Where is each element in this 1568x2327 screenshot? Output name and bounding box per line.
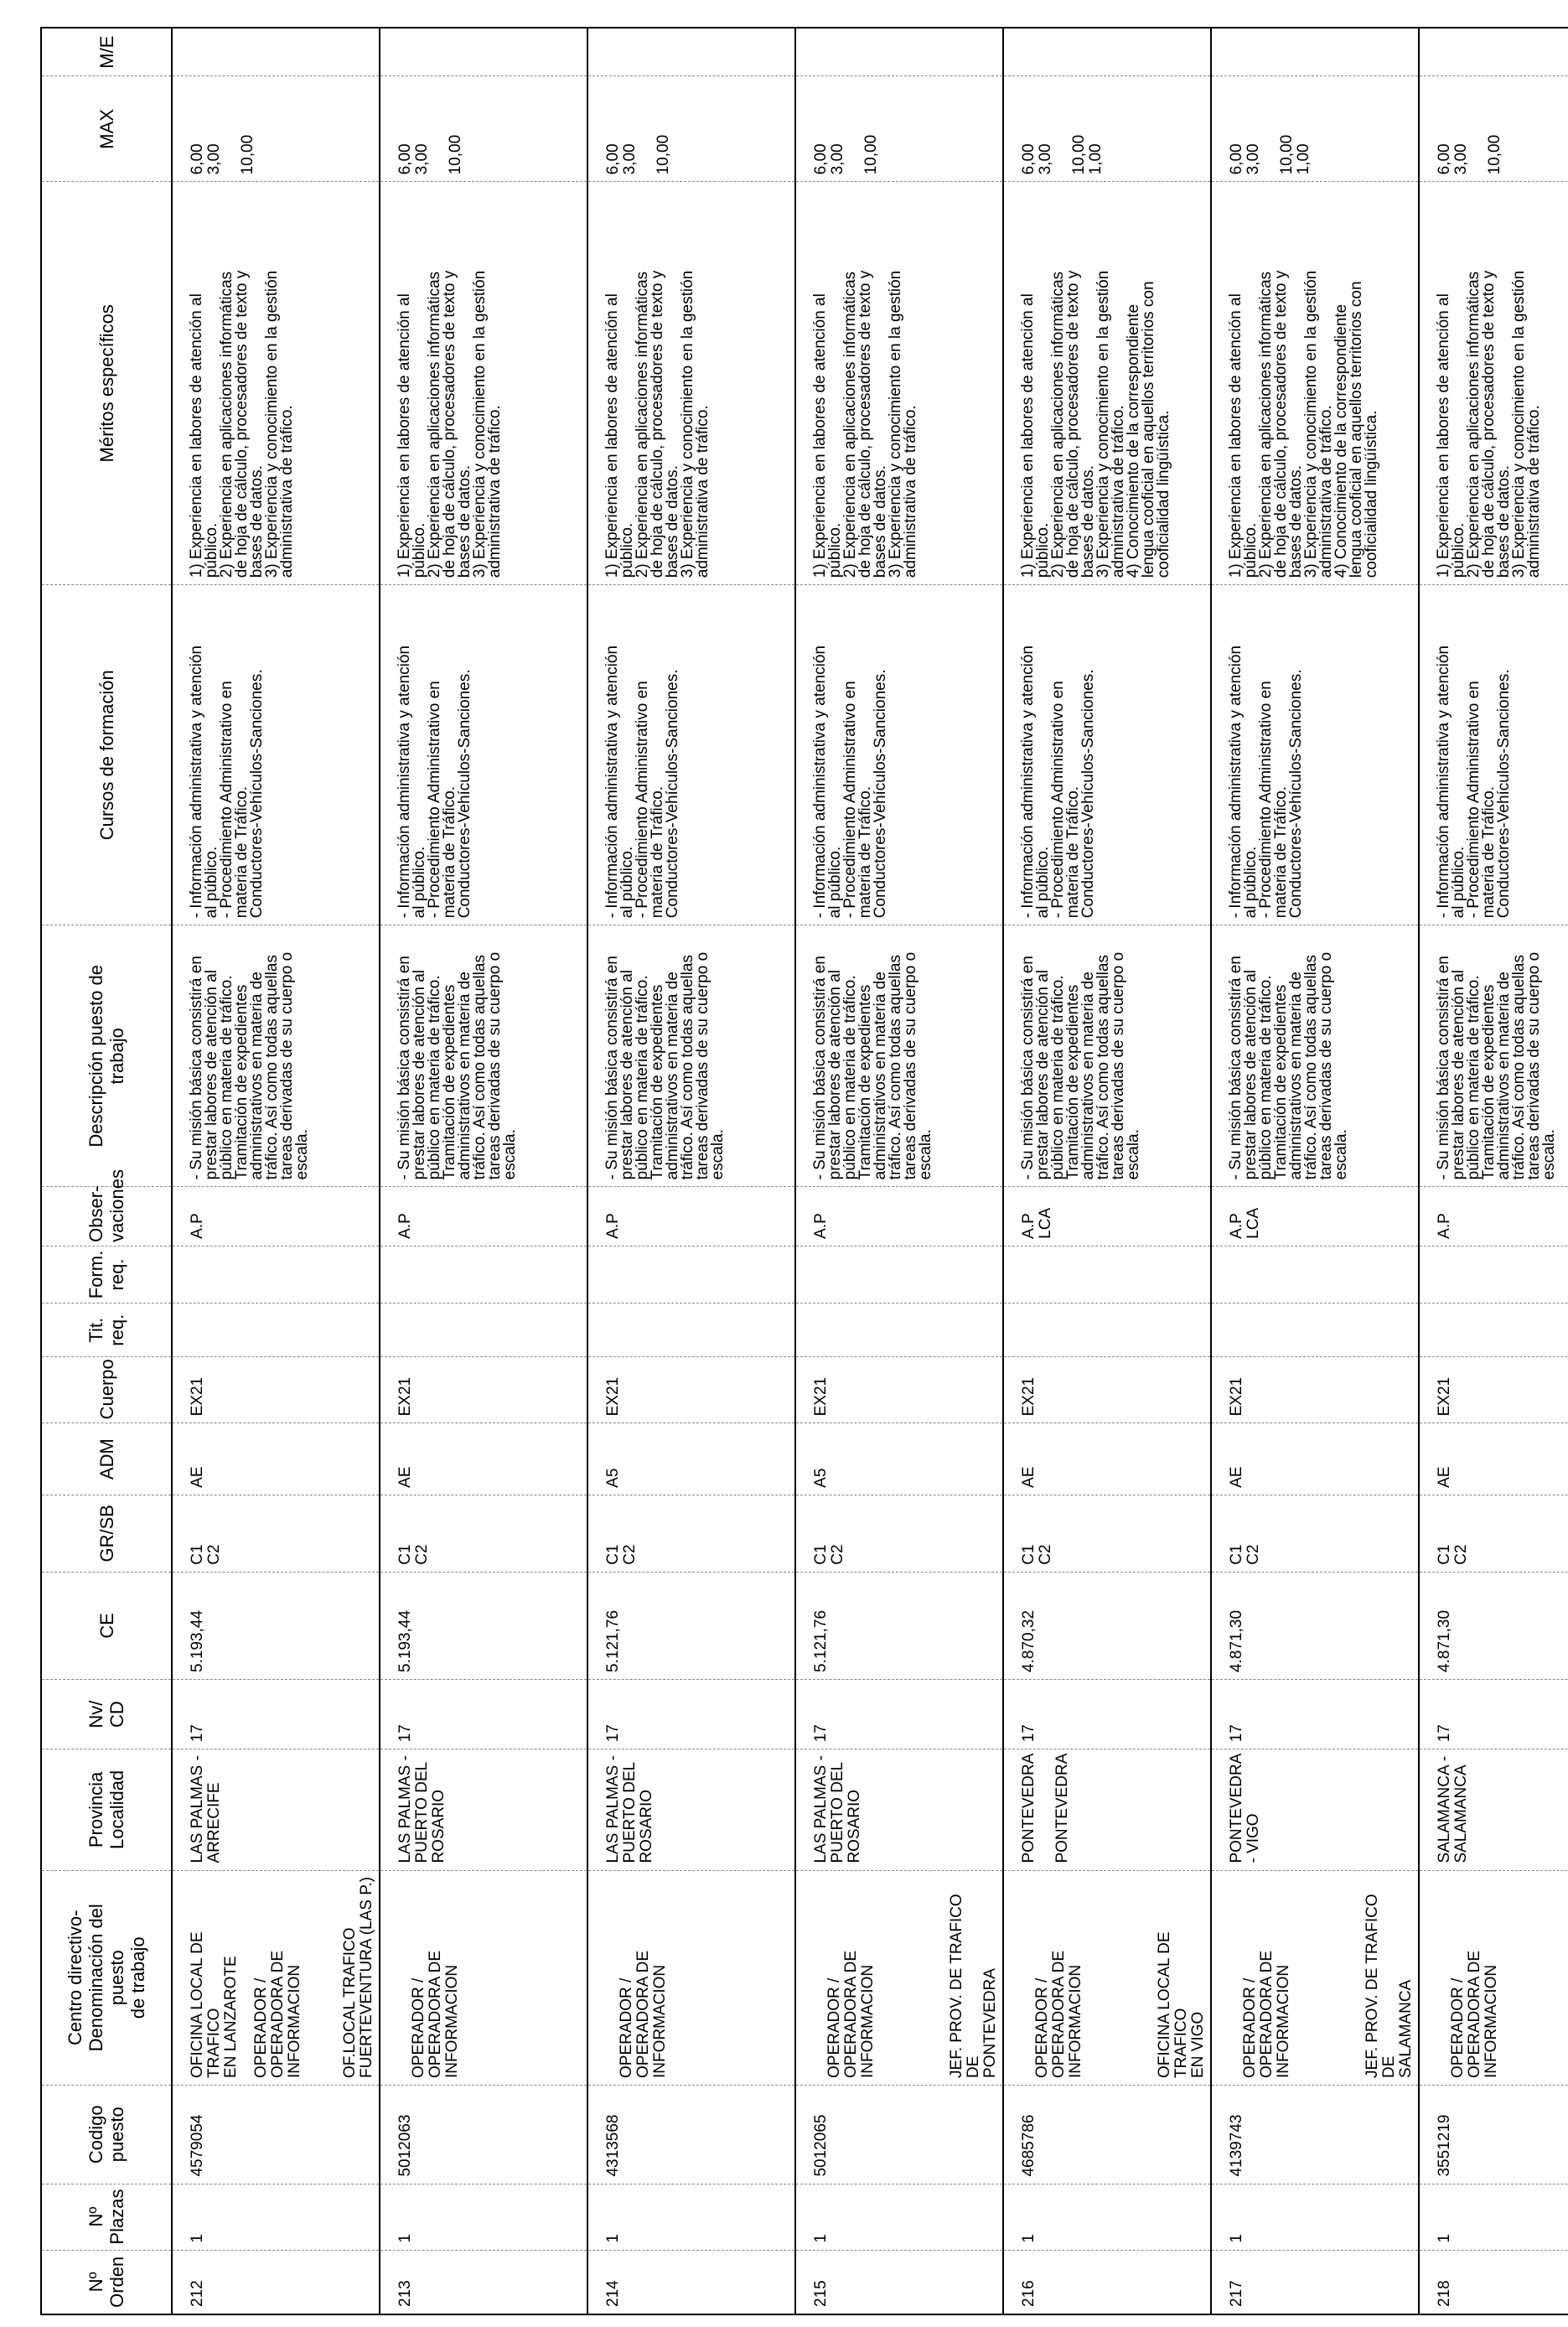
cell-observaciones: A.P [1419, 1187, 1568, 1246]
cell-adm: AE [1211, 1423, 1419, 1495]
cell-codigo: 4579054 [172, 2085, 380, 2184]
cell-plazas: 1 [380, 2184, 587, 2250]
cell-titulacion [587, 1303, 795, 1357]
cell-observaciones: A.P [380, 1187, 587, 1246]
cell-cuerpo: EX21 [172, 1357, 380, 1423]
cell-me [380, 28, 587, 76]
cell-codigo: 5012063 [380, 2085, 587, 2184]
cell-ce: 5.193,44 [172, 1572, 380, 1679]
cell-grupo: C1 C2 [1419, 1495, 1568, 1572]
table-row [380, 28, 587, 2314]
cell-observaciones: A.P [795, 1187, 1003, 1246]
cell-nivel: 17 [172, 1679, 380, 1749]
cell-plazas: 1 [1211, 2184, 1419, 2250]
cell-me [1419, 28, 1568, 76]
cell-observaciones: A.P LCA [1003, 1187, 1211, 1246]
cell-orden: 215 [795, 2250, 1003, 2314]
table-row [172, 28, 380, 2314]
cell-orden: 214 [587, 2250, 795, 2314]
job-positions-table [40, 27, 1568, 2315]
cell-me [1003, 28, 1211, 76]
cell-provincia: SALAMANCA - SALAMANCA [1419, 1749, 1568, 1870]
cell-codigo: 4139743 [1211, 2085, 1419, 2184]
table-row [1419, 28, 1568, 2314]
cell-max: 6,00 3,00 10,00 1,00 [1211, 76, 1419, 182]
cell-cuerpo: EX21 [795, 1357, 1003, 1423]
cell-provincia: PONTEVEDRA - VIGO [1211, 1749, 1419, 1870]
cell-titulacion [380, 1303, 587, 1357]
cell-max: 6,00 3,00 10,00 [587, 76, 795, 182]
cell-ce: 4.870,32 [1003, 1572, 1211, 1679]
cell-grupo: C1 C2 [1003, 1495, 1211, 1572]
cell-formacion [172, 1246, 380, 1303]
cell-adm: A5 [795, 1423, 1003, 1495]
cell-me [172, 28, 380, 76]
cell-meritos: 1) Experiencia en labores de atención al público. 2) Experiencia en aplicaciones informáticas de hoja de cálculo, procesadores de texto y bases de datos. 3) Experiencia y conocimiento en la gestión administrativa de tráfico. 4) Conocimiento de la correspondiente lengua cooficial en aquellos territorios con cooficialidad lingüística. [1211, 182, 1419, 585]
header-cursos: Cursos de formación [41, 585, 172, 925]
header-centro: Centro directivo- Denominación del puesto de trabajo [41, 1870, 172, 2085]
cell-meritos: 1) Experiencia en labores de atención al público. 2) Experiencia en aplicaciones informáticas de hoja de cálculo, procesadores de texto y bases de datos. 3) Experiencia y conocimiento en la gestión administrativa de tráfico. [172, 182, 380, 585]
cell-meritos: 1) Experiencia en labores de atención al público. 2) Experiencia en aplicaciones informáticas de hoja de cálculo, procesadores de texto y bases de datos. 3) Experiencia y conocimiento en la gestión administrativa de tráfico. [1419, 182, 1568, 585]
cell-observaciones: A.P LCA [1211, 1187, 1419, 1246]
cell-meritos: 1) Experiencia en labores de atención al público. 2) Experiencia en aplicaciones informáticas de hoja de cálculo, procesadores de texto y bases de datos. 3) Experiencia y conocimiento en la gestión administrativa de tráfico. [587, 182, 795, 585]
cell-nivel: 17 [1211, 1679, 1419, 1749]
cell-max: 6,00 3,00 10,00 [172, 76, 380, 182]
cell-cursos: - Información administrativa y atención al público. - Procedimiento Administrativo en materia de Tráfico. Conductores-Vehículos-Sanciones. [172, 585, 380, 925]
cell-titulacion [1003, 1303, 1211, 1357]
table-row [1003, 28, 1211, 2314]
cell-meritos: 1) Experiencia en labores de atención al público. 2) Experiencia en aplicaciones informáticas de hoja de cálculo, procesadores de texto y bases de datos. 3) Experiencia y conocimiento en la gestión administrativa de tráfico. [380, 182, 587, 585]
cell-cursos: - Información administrativa y atención al público. - Procedimiento Administrativo en materia de Tráfico. Conductores-Vehículos-Sanciones. [795, 585, 1003, 925]
puesto-label: OPERADOR / OPERADORA DE INFORMACION [410, 1950, 461, 2078]
cell-me [587, 28, 795, 76]
unit-next-label: JEF. PROV. DE TRAFICO DE PONTEVEDRA [948, 1894, 999, 2078]
puesto-label: OPERADOR / OPERADORA DE INFORMACION [1241, 1950, 1292, 2078]
header-titulacion: Tit. req. [41, 1303, 172, 1357]
cell-cursos: - Información administrativa y atención al público. - Procedimiento Administrativo en materia de Tráfico. Conductores-Vehículos-Sanciones. [380, 585, 587, 925]
header-max: MAX [41, 76, 172, 182]
cell-ce: 5.121,76 [587, 1572, 795, 1679]
cell-centro [172, 1870, 380, 2085]
cell-descripcion: - Su misión básica consistirá en prestar labores de atención al público en materia de tráfico. Tramitación de expedientes administrativos en materia de tráfico. Así como todas aquellas tareas derivadas de su cuerpo o escala. [1211, 925, 1419, 1187]
cell-orden: 212 [172, 2250, 380, 2314]
cell-max: 6,00 3,00 10,00 1,00 [1003, 76, 1211, 182]
cell-cuerpo: EX21 [1211, 1357, 1419, 1423]
cell-grupo: C1 C2 [587, 1495, 795, 1572]
header-adm: ADM [41, 1423, 172, 1495]
cell-provincia: LAS PALMAS - PUERTO DEL ROSARIO [795, 1749, 1003, 1870]
cell-codigo: 3551219 [1419, 2085, 1568, 2184]
header-formacion: Form. req. [41, 1246, 172, 1303]
cell-titulacion [795, 1303, 1003, 1357]
cell-formacion [795, 1246, 1003, 1303]
cell-grupo: C1 C2 [380, 1495, 587, 1572]
cell-descripcion: - Su misión básica consistirá en prestar labores de atención al público en materia de tráfico. Tramitación de expedientes administrativos en materia de tráfico. Así como todas aquellas tareas derivadas de su cuerpo o escala. [1003, 925, 1211, 1187]
header-descripcion: Descripción puesto de trabajo [41, 925, 172, 1187]
cell-titulacion [1419, 1303, 1568, 1357]
cell-formacion [1211, 1246, 1419, 1303]
cell-provincia: LAS PALMAS - ARRECIFE [172, 1749, 380, 1870]
cell-observaciones: A.P [172, 1187, 380, 1246]
cell-ce: 4.871,30 [1419, 1572, 1568, 1679]
cell-observaciones: A.P [587, 1187, 795, 1246]
header-ce: CE [41, 1572, 172, 1679]
cell-cursos: - Información administrativa y atención al público. - Procedimiento Administrativo en materia de Tráfico. Conductores-Vehículos-Sanciones. [587, 585, 795, 925]
cell-nivel: 17 [380, 1679, 587, 1749]
header-meritos: Méritos específicos [41, 182, 172, 585]
table-row [587, 28, 795, 2314]
puesto-label: OPERADOR / OPERADORA DE INFORMACION [618, 1950, 669, 2078]
cell-adm: AE [1003, 1423, 1211, 1495]
cell-cuerpo: EX21 [1419, 1357, 1568, 1423]
cell-descripcion: - Su misión básica consistirá en prestar labores de atención al público en materia de tráfico. Tramitación de expedientes administrativos en materia de tráfico. Así como todas aquellas tareas derivadas de su cuerpo o escala. [380, 925, 587, 1187]
cell-me [795, 28, 1003, 76]
cell-descripcion: - Su misión básica consistirá en prestar labores de atención al público en materia de tráfico. Tramitación de expedientes administrativos en materia de tráfico. Así como todas aquellas tareas derivadas de su cuerpo o escala. [172, 925, 380, 1187]
cell-codigo: 4313568 [587, 2085, 795, 2184]
unit-top-label: OFICINA LOCAL DE TRAFICO EN LANZAROTE [189, 1931, 240, 2078]
header-nivel: Nv/ CD [41, 1679, 172, 1749]
cell-centro [380, 1870, 587, 2085]
cell-cuerpo: EX21 [380, 1357, 587, 1423]
unit-next-label: OF.LOCAL TRAFICO FUERTEVENTURA (LAS P.) [341, 1876, 375, 2078]
unit-next-label: JEF. PROV. DE TRAFICO DE SALAMANCA [1364, 1894, 1415, 2078]
cell-adm: AE [1419, 1423, 1568, 1495]
header-orden: Nº Orden [41, 2250, 172, 2314]
cell-descripcion: - Su misión básica consistirá en prestar labores de atención al público en materia de tráfico. Tramitación de expedientes administrativos en materia de tráfico. Así como todas aquellas tareas derivadas de su cuerpo o escala. [587, 925, 795, 1187]
cell-codigo: 4685786 [1003, 2085, 1211, 2184]
header-me: M/E [41, 28, 172, 76]
cell-provincia: PONTEVEDRA PONTEVEDRA [1003, 1749, 1211, 1870]
table-row [795, 28, 1003, 2314]
cell-meritos: 1) Experiencia en labores de atención al público. 2) Experiencia en aplicaciones informáticas de hoja de cálculo, procesadores de texto y bases de datos. 3) Experiencia y conocimiento en la gestión administrativa de tráfico. 4) Conocimiento de la correspondiente lengua cooficial en aquellos territorios con cooficialidad lingüística. [1003, 182, 1211, 585]
header-grupo: GR/SB [41, 1495, 172, 1572]
cell-adm: A5 [587, 1423, 795, 1495]
cell-orden: 213 [380, 2250, 587, 2314]
cell-max: 6,00 3,00 10,00 [795, 76, 1003, 182]
header-row [41, 28, 172, 2314]
cell-formacion [1419, 1246, 1568, 1303]
cell-cursos: - Información administrativa y atención al público. - Procedimiento Administrativo en materia de Tráfico. Conductores-Vehículos-Sanciones. [1003, 585, 1211, 925]
rotated-sheet [0, 35, 1558, 2327]
cell-centro [795, 1870, 1003, 2085]
cell-formacion [380, 1246, 587, 1303]
cell-cursos: - Información administrativa y atención al público. - Procedimiento Administrativo en materia de Tráfico. Conductores-Vehículos-Sanciones. [1211, 585, 1419, 925]
puesto-label: OPERADOR / OPERADORA DE INFORMACION [825, 1950, 877, 2078]
cell-plazas: 1 [172, 2184, 380, 2250]
cell-orden: 217 [1211, 2250, 1419, 2314]
header-observaciones: Obser- vaciones [41, 1187, 172, 1246]
cell-ce: 5.193,44 [380, 1572, 587, 1679]
cell-adm: AE [172, 1423, 380, 1495]
cell-provincia: LAS PALMAS - PUERTO DEL ROSARIO [380, 1749, 587, 1870]
cell-max: 6,00 3,00 10,00 [380, 76, 587, 182]
cell-plazas: 1 [587, 2184, 795, 2250]
table-row [1211, 28, 1419, 2314]
cell-me [1211, 28, 1419, 76]
cell-centro [1003, 1870, 1211, 2085]
cell-titulacion [1211, 1303, 1419, 1357]
cell-formacion [1003, 1246, 1211, 1303]
cell-orden: 216 [1003, 2250, 1211, 2314]
cell-ce: 5.121,76 [795, 1572, 1003, 1679]
cell-plazas: 1 [1003, 2184, 1211, 2250]
cell-cuerpo: EX21 [587, 1357, 795, 1423]
cell-nivel: 17 [587, 1679, 795, 1749]
cell-centro [587, 1870, 795, 2085]
cell-cuerpo: EX21 [1003, 1357, 1211, 1423]
cell-max: 6,00 3,00 10,00 [1419, 76, 1568, 182]
cell-centro [1211, 1870, 1419, 2085]
cell-plazas: 1 [1419, 2184, 1568, 2250]
cell-plazas: 1 [795, 2184, 1003, 2250]
puesto-label: OPERADOR / OPERADORA DE INFORMACION [1033, 1950, 1084, 2078]
cell-centro [1419, 1870, 1568, 2085]
cell-orden: 218 [1419, 2250, 1568, 2314]
cell-grupo: C1 C2 [172, 1495, 380, 1572]
table-body [172, 28, 1568, 2314]
cell-nivel: 17 [1419, 1679, 1568, 1749]
header-cuerpo: Cuerpo [41, 1357, 172, 1423]
cell-nivel: 17 [795, 1679, 1003, 1749]
cell-grupo: C1 C2 [795, 1495, 1003, 1572]
header-provincia: Provincia Localidad [41, 1749, 172, 1870]
cell-codigo: 5012065 [795, 2085, 1003, 2184]
cell-formacion [587, 1246, 795, 1303]
cell-meritos: 1) Experiencia en labores de atención al público. 2) Experiencia en aplicaciones informáticas de hoja de cálculo, procesadores de texto y bases de datos. 3) Experiencia y conocimiento en la gestión administrativa de tráfico. [795, 182, 1003, 585]
cell-nivel: 17 [1003, 1679, 1211, 1749]
cell-grupo: C1 C2 [1211, 1495, 1419, 1572]
cell-titulacion [172, 1303, 380, 1357]
header-codigo: Codigo puesto [41, 2085, 172, 2184]
cell-descripcion: - Su misión básica consistirá en prestar labores de atención al público en materia de tráfico. Tramitación de expedientes administrativos en materia de tráfico. Así como todas aquellas tareas derivadas de su cuerpo o escala. [1419, 925, 1568, 1187]
unit-next-label: OFICINA LOCAL DE TRAFICO EN VIGO [1156, 1931, 1207, 2078]
header-plazas: Nº Plazas [41, 2184, 172, 2250]
cell-descripcion: - Su misión básica consistirá en prestar labores de atención al público en materia de tráfico. Tramitación de expedientes administrativos en materia de tráfico. Así como todas aquellas tareas derivadas de su cuerpo o escala. [795, 925, 1003, 1187]
cell-cursos: - Información administrativa y atención al público. - Procedimiento Administrativo en materia de Tráfico. Conductores-Vehículos-Sanciones. [1419, 585, 1568, 925]
puesto-label: OPERADOR / OPERADORA DE INFORMACION [252, 1950, 303, 2078]
cell-ce: 4.871,30 [1211, 1572, 1419, 1679]
cell-provincia: LAS PALMAS - PUERTO DEL ROSARIO [587, 1749, 795, 1870]
cell-adm: AE [380, 1423, 587, 1495]
puesto-label: OPERADOR / OPERADORA DE INFORMACION [1449, 1950, 1500, 2078]
